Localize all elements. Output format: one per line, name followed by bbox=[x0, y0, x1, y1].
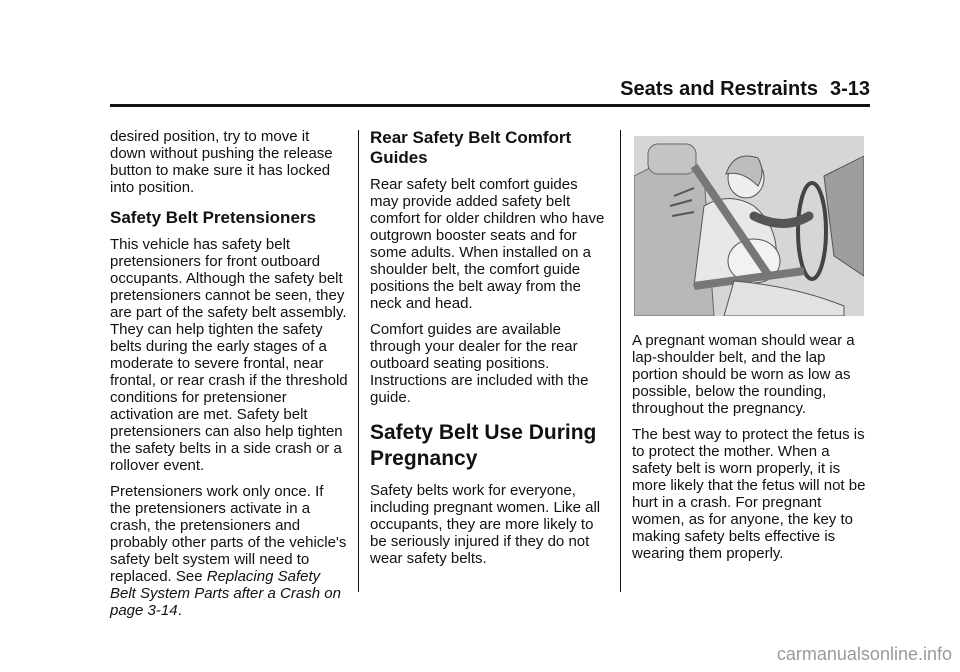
paragraph: The best way to protect the fetus is to protect the mother. When a safety belt is worn properly, it is more likely that the fetus will not be hurt in a crash. For pregnant women, as for anyone, the key to making safety belts effective is wearing them properly. bbox=[632, 426, 866, 562]
paragraph: Safety belts work for everyone, including pregnant women. Like all occupants, they are more likely to be seriously injured if they do not wear safety belts. bbox=[370, 482, 601, 567]
paragraph: Comfort guides are available through your dealer for the rear outboard seating positions. Instructions are included with the guide. bbox=[370, 321, 589, 406]
cross-reference-link[interactable]: Replacing Safety Belt System Parts after a Crash on page 3-14 bbox=[110, 568, 341, 619]
paragraph: desired position, try to move it down without pushing the release button to make sure it has locked into position. bbox=[110, 128, 333, 196]
column-3 bbox=[632, 128, 870, 571]
paragraph bbox=[110, 483, 348, 619]
illustration-svg bbox=[634, 136, 864, 316]
heading-pretensioners: Safety Belt Pretensioners bbox=[110, 208, 316, 227]
pregnant-woman-seatbelt-illustration bbox=[634, 136, 864, 316]
column-2 bbox=[370, 128, 608, 576]
column-1 bbox=[110, 128, 348, 628]
paragraph-text: Pretensioners work only once. If the pretensioners activate in a crash, the pretensioners and probably other parts of the vehicle's safety belt system will need to replaced. See bbox=[110, 483, 347, 585]
page-number: 3-13 bbox=[829, 78, 870, 100]
paragraph: A pregnant woman should wear a lap-shoulder belt, and the lap portion should be worn as low as possible, below the rounding, throughout the pregnancy. bbox=[632, 332, 855, 417]
paragraph: This vehicle has safety belt pretensioners for front outboard occupants. Although the safety belt pretensioners cannot be seen, they are part of the safety belt assembly. They can help tighten the safety belts during the early stages of a moderate to severe frontal, near frontal, or rear crash if the threshold conditions for pretensioner activation are met. Safety belt pretensioners can also help tighten the safety belts in a side crash or a rollover event. bbox=[110, 236, 348, 474]
header-rule bbox=[110, 104, 870, 107]
column-divider bbox=[620, 130, 621, 592]
paragraph: Rear safety belt comfort guides may provide added safety belt comfort for older children who have outgrown booster seats and for some adults. When installed on a shoulder belt, the comfort guide positions the belt away from the neck and head. bbox=[370, 176, 605, 312]
paragraph-end: . bbox=[177, 602, 182, 619]
heading-pregnancy: Safety Belt Use During Pregnancy bbox=[370, 421, 597, 470]
column-divider bbox=[358, 130, 359, 592]
page-header bbox=[110, 78, 870, 104]
footer-watermark-url: carmanualsonline.info bbox=[776, 644, 952, 664]
section-title: Seats and Restraints bbox=[620, 78, 818, 100]
heading-comfort-guides: Rear Safety Belt Comfort Guides bbox=[370, 128, 572, 167]
